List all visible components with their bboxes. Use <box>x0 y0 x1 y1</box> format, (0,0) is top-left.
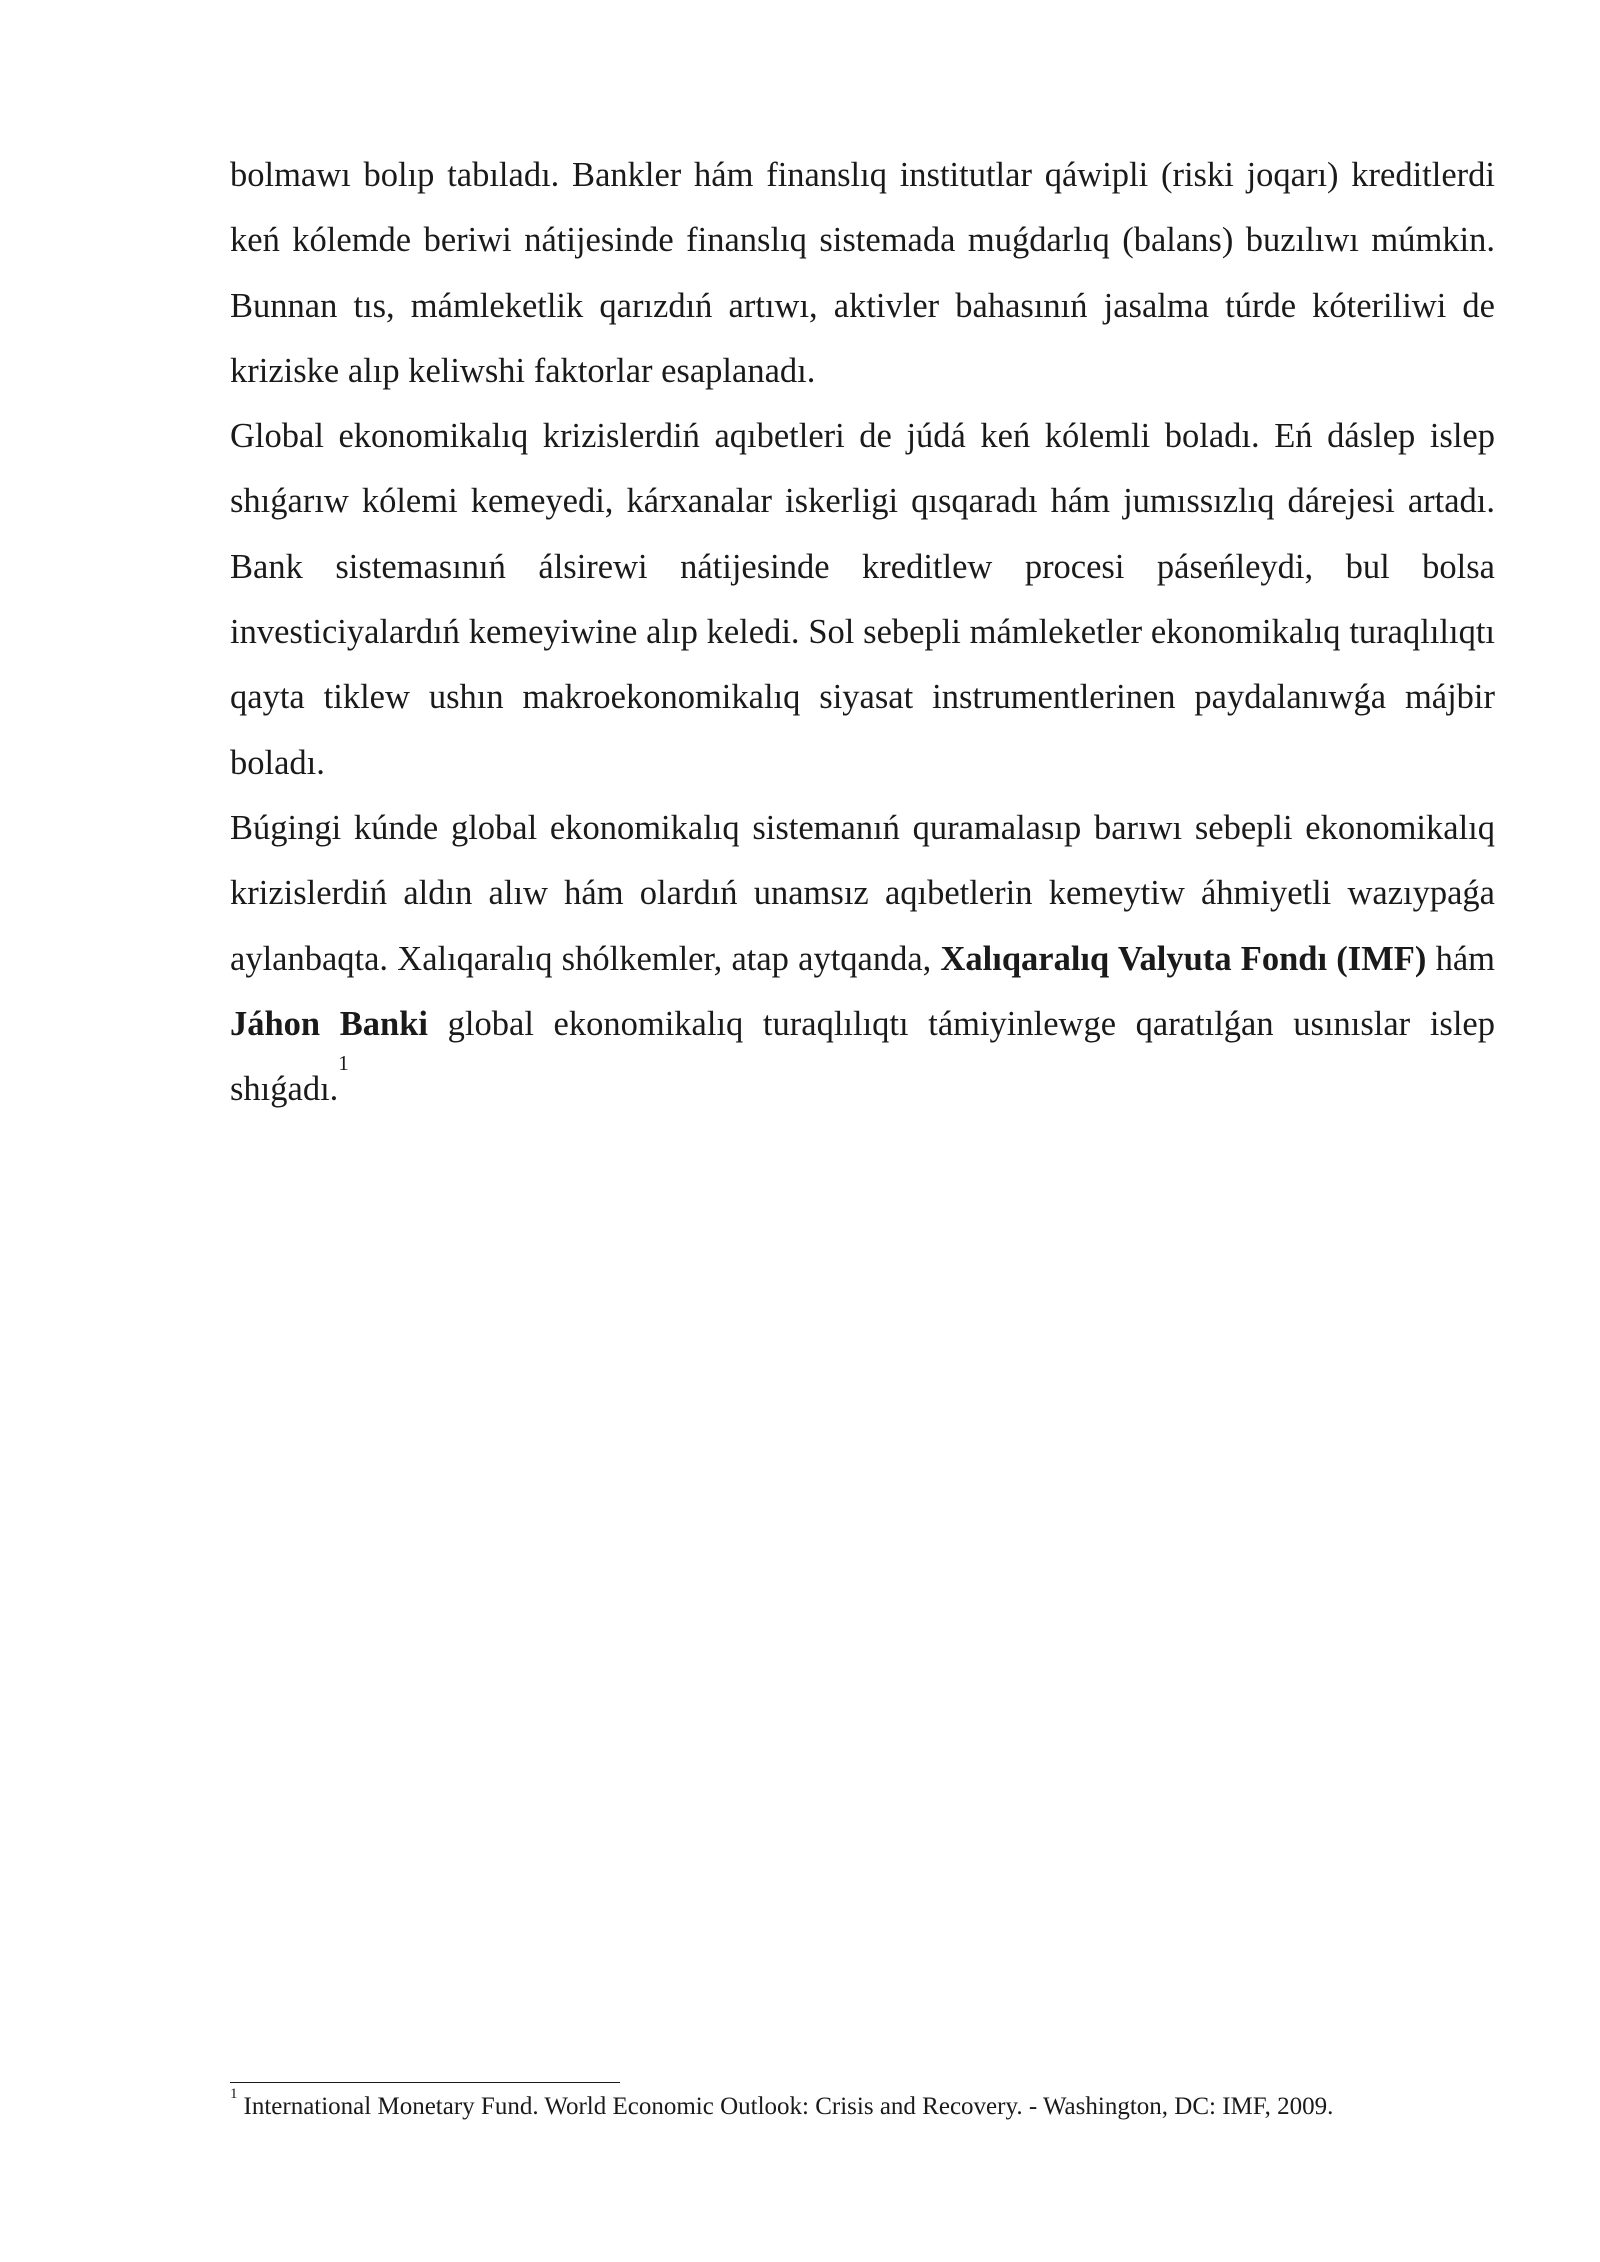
world-bank-name: Jáhon Banki <box>230 1004 429 1043</box>
paragraph-2: Global ekonomikalıq krizislerdiń aqıbetleri de júdá keń kólemli boladı. Eń dáslep islep shıǵarıw kólemi kemeyedi, kárxanalar iskerligi qısqaradı hám jumıssızlıq dárejesi artadı. Bank sistemasınıń álsirewi nátijesinde kreditlew procesi páseńleydi, bul bolsa investiciyalardıń kemeyiwine alıp keledi. Sol sebepli mámleketler ekonomikalıq turaqlılıqtı qayta tiklew ushın makroekonomikalıq siyasat instrumentlerinen paydalanıwǵa májbir boladı. <box>230 417 1495 782</box>
footnote-mark: 1 <box>230 2086 238 2102</box>
footnote-separator <box>230 2082 620 2083</box>
footnote <box>230 2086 1495 2124</box>
document-body <box>230 143 1495 1122</box>
paragraph-3 <box>230 796 1495 1122</box>
footnote-reference[interactable]: 1 <box>338 1051 349 1076</box>
paragraph-3-text-a: Búgingi kúnde global ekonomikalıq sistemanıń quramalasıp barıwı sebepli ekonomikalıq krizislerdiń aldın alıw hám olardıń unamsız aqıbetlerin kemeytiw áhmiyetli wazıypaǵa aylanbaqta. Xalıqaralıq shólkemler, atap aytqanda, <box>230 808 1495 978</box>
paragraph-3-text-b: hám <box>1426 939 1495 978</box>
paragraph-1: bolmawı bolıp tabıladı. Bankler hám finanslıq institutlar qáwipli (riski joqarı) kreditlerdi keń kólemde beriwi nátijesinde finanslıq sistemada muǵdarlıq (balans) buzılıwı múmkin. Bunnan tıs, mámleketlik qarızdıń artıwı, aktivler bahasınıń jasalma túrde kóteriliwi de kriziske alıp keliwshi faktorlar esaplanadı. <box>230 156 1495 390</box>
paragraph-3-text-c: global ekonomikalıq turaqlılıqtı támiyinlewge qaratılǵan usınıslar islep shıǵadı. <box>230 1004 1495 1109</box>
imf-name: Xalıqaralıq Valyuta Fondı (IMF) <box>940 939 1427 978</box>
footnote-text: International Monetary Fund. World Economic Outlook: Crisis and Recovery. - Washington, DC: IMF, 2009. <box>243 2093 1334 2120</box>
